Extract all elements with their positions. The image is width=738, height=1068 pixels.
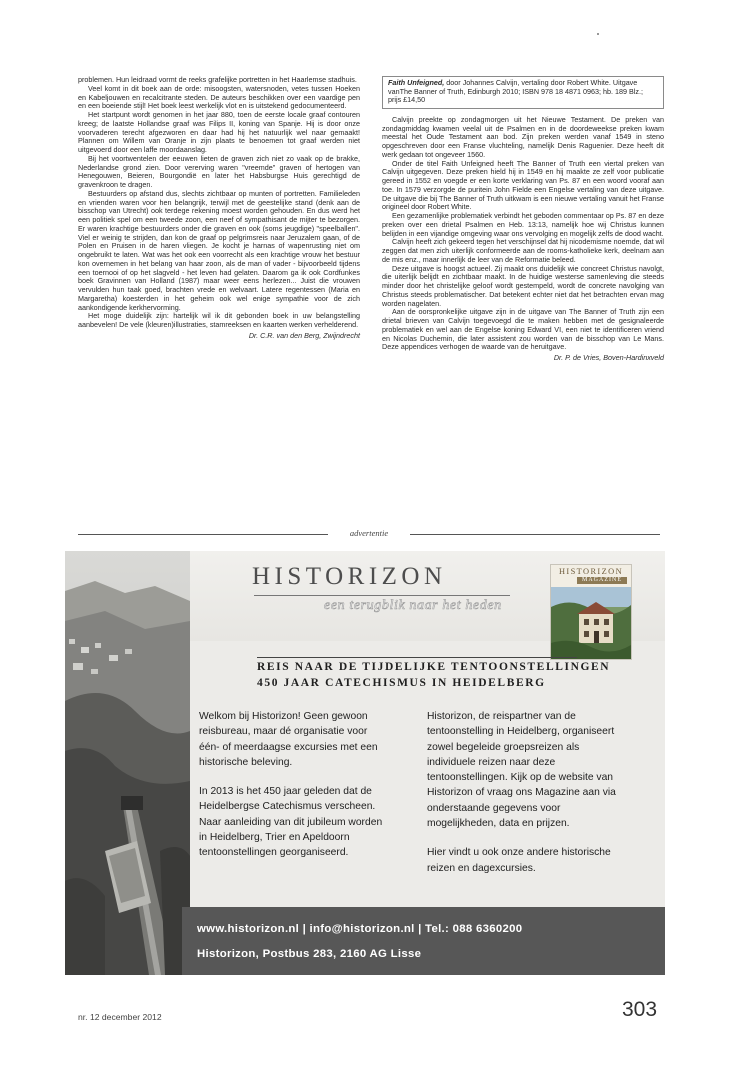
magazine-cover-photo bbox=[551, 587, 631, 659]
paragraph: Bij het voortwentelen der eeuwen lieten de graven zich niet zo vaak op de brakke, Nederlandse grond zien. Door vererving waren "vreemde" graven of hertogen van Henegouwen, Beieren, Bourgondië en later het Habsburgse Huis gerechtigd de gravenkroon te dragen. bbox=[78, 153, 360, 189]
advertisement-divider bbox=[78, 528, 660, 540]
ad-banner bbox=[190, 551, 665, 641]
review-column-left bbox=[78, 76, 360, 341]
page-number: 303 bbox=[622, 998, 658, 1021]
ad-paragraph: In 2013 is het 450 jaar geleden dat de Heidelbergse Catechismus verscheen. Naar aanleiding van dit jubileum worden in Heidelberg, Trier en Apeldoorn tentoonstellingen georganiseerd. bbox=[199, 786, 383, 859]
paragraph: problemen. Hun leidraad vormt de reeks grafelijke portretten in het Haarlemse stadhuis. bbox=[78, 75, 357, 84]
magazine-masthead bbox=[551, 565, 631, 587]
paragraph: Veel komt in dit boek aan de orde: misoogsten, watersnoden, vetes tussen Hoeken en Kabeljouwen en recalcitrante steden. De auteurs beschikken over een vaardige pen en een boeiende stijl! Het boek leest werkelijk vlot en is uitstekend gedocumenteerd. bbox=[78, 83, 360, 111]
paragraph: Het startpunt wordt genomen in het jaar 880, toen de eerste locale graaf contouren kreeg; de laatste Hollandse graaf was Filips II, koning van Spanje. Hij is door onze voorvaderen terecht afgezworen en daar had hij het natuurlijk wel naar gemaakt! Plannen om Willem van Oranje in zijn plaats te benoemen tot graaf werden niet uitgevoerd door een laffe moordaanslag. bbox=[78, 110, 360, 154]
issue-info: nr. 12 december 2012 bbox=[78, 1012, 162, 1022]
ad-paragraph: Historizon, de reispartner van de tentoonstelling in Heidelberg, organiseert zowel begeleide groepsreizen als individuele reizen naar deze tentoonstellingen. Kijk op de website van Historizon of vraag ons Magazine aan via onderstaande gegevens voor mogelijkheden, data en prijzen. bbox=[427, 711, 616, 830]
paragraph: Bestuurders op afstand dus, slechts zichtbaar op munten of portretten. Familieleden en vrienden waren voor hen belangrijk, terwijl met de geestelijke stand (denk aan de bisschop van Utrecht) ook terdege rekening moest worden gehouden. En dus werd het een politiek spel om een tweede zoon, een neef of sympathisant de mijter te bezorgen. Er waren krachtige bestuurders onder die graven en ook (soms jeugdige) "speelballen". Viel er weinig te strijden, dan kon de graaf op pelgrimsreis naar Jeruzalem gaan, of de Polen en Pruisen in de haren vliegen. Je kocht je harnas of wapenrusting niet om ongebruikt te laten. Wat was het ook een voorrecht als een krachtige vrouw het bestuur kon overnemen in het belang van haar zoon, als de man of vader - bijvoorbeeld tijdens een toernooi of op het slagveld - het leven had gelaten. Daarom ga ik ook Cordfunkes boek Gravinnen van Holland (1987) maar weer eens herlezen... Juist die vrouwen vervulden hun taak goed, brachten vrede en welvaart. Latere regentessen (Maria en Margaretha) koesterden in het geheim ook wel enige sympathie voor de zich aankondigende kerkhervorming. bbox=[78, 188, 360, 312]
ad-paragraph: Hier vindt u ook onze andere historische reizen en dagexcursies. bbox=[427, 847, 611, 874]
magazine-title: HISTORIZON bbox=[558, 567, 624, 576]
contact-line-address: Historizon, Postbus 283, 2160 AG Lisse bbox=[197, 948, 422, 960]
book-info-box bbox=[382, 76, 664, 109]
divider-label: advertentie bbox=[349, 528, 389, 538]
historizon-advertisement bbox=[65, 551, 665, 975]
divider-line-left bbox=[78, 534, 328, 535]
ad-text-left bbox=[199, 709, 389, 875]
heidelberg-railway-photo bbox=[65, 551, 190, 975]
reviewer-signature: Dr. C.R. van den Berg, Zwijndrecht bbox=[248, 330, 360, 340]
brand-tagline: een terugblik naar het heden bbox=[324, 598, 502, 613]
speck bbox=[597, 33, 599, 35]
paragraph: Calvijn heeft zich gekeerd tegen het verschijnsel dat hij nicodemisme noemde, dat wil zeggen dat men zich uiterlijk conformeerde aan de rooms-katholieke kerk, deelnam aan de mis enz., maar innerlijk de leer van de Reformatie beleed. bbox=[382, 237, 664, 264]
brand-rule bbox=[254, 595, 510, 596]
brand-name: HISTORIZON bbox=[252, 563, 447, 590]
ad-headline bbox=[257, 659, 657, 691]
paragraph: Een gezamenlijke problematiek verbindt het geboden commentaar op Ps. 87 en deze preken over een drietal Psalmen en Heb. 13:13, namelijk hoe wij Christus kunnen belijden in een vijandige omgeving waar ons vervolging en mogelijk zelfs de dood wacht. bbox=[382, 211, 664, 238]
divider-line-right bbox=[410, 534, 660, 535]
book-title: Faith Unfeigned, bbox=[388, 78, 445, 87]
reviewer-signature: Dr. P. de Vries, Boven-Hardinxveld bbox=[553, 353, 664, 363]
paragraph: Onder de titel Faith Unfeigned heeft The Banner of Truth een viertal preken van Calvijn uitgegeven. Deze preken hield hij in 1549 en hij maakte ze zelf voor publicatie gereed in 1552 en voegde er een korte verklaring van Ps. 87 en een woord vooraf aan toe. In 1579 verzorgde de puritein John Fielde een Engelse vertaling van deze uitgave. De uitgave die bij The Banner of Truth uitkwam is een nieuwe vertaling vanuit het Franse origineel door Robert White. bbox=[382, 158, 664, 212]
headline-line-1: REIS NAAR DE TIJDELIJKE TENTOONSTELLINGEN bbox=[257, 661, 611, 673]
book-details: door Johannes Calvijn, vertaling door Robert White. Uitgave vanThe Banner of Truth, Edinburgh 2010; ISBN 978 18 4871 0963; hb. 189 Blz.; prijs £14,50 bbox=[388, 78, 643, 105]
paragraph: Deze uitgave is hoogst actueel. Zij maakt ons duidelijk wie concreet Christus navolgt, die uiterlijk belijdt en zichtbaar maakt. In de huidige westerse samenleving die steeds minder door het christelijke geloof wordt gestempeld, wordt de concrete navolging van Christus steeds problematischer. Dat betekent echter niet dat het betrachten ervan mag worden nagelaten. bbox=[382, 263, 664, 308]
contact-line-web: www.historizon.nl | info@historizon.nl | Tel.: 088 6360200 bbox=[197, 923, 523, 935]
ad-text-right bbox=[427, 709, 617, 890]
headline-line-2: 450 JAAR CATECHISMUS IN HEIDELBERG bbox=[257, 677, 546, 689]
magazine-cover bbox=[551, 565, 631, 659]
review-column-right bbox=[382, 76, 664, 363]
ad-paragraph: Welkom bij Historizon! Geen gewoon reisbureau, maar dé organisatie voor één- of meerdaagse excursies met een historische beleving. bbox=[199, 711, 378, 768]
contact-bar bbox=[182, 907, 665, 975]
paragraph: Calvijn preekte op zondagmorgen uit het Nieuwe Testament. De preken van zondagmiddag kwamen veelal uit de Psalmen en in de doordeweekse preken kwam meestal het Oude Testament aan bod. Zijn preken werden vanaf 1549 in steno opgeschreven door een Franse vluchteling, namelijk Denis Raguenier. Deze heeft dit werk gedaan tot ongeveer 1560. bbox=[382, 114, 664, 159]
paragraph: Aan de oorspronkelijke uitgave zijn in de uitgave van The Banner of Truth zijn een drietal brieven van Calvijn toegevoegd die te maken hebben met de gesignaleerde problematiek en wel aan de Engelse koning Edward VI, een niet te identificeren vriend en Nicolas Duchemin, die later assistent zou worden van de bisschop van Le Mans. Deze appendices verhogen de waarde van de heruitgave. bbox=[382, 307, 664, 352]
headline-rule bbox=[257, 657, 577, 658]
paragraph: Het moge duidelijk zijn: hartelijk wil ik dit gebonden boek in uw belangstelling aanbevelen! De vele (kleuren)illustraties, stamreeksen en kaarten werken verhelderend. bbox=[78, 311, 360, 329]
magazine-subtitle: MAGAZINE bbox=[577, 577, 627, 584]
